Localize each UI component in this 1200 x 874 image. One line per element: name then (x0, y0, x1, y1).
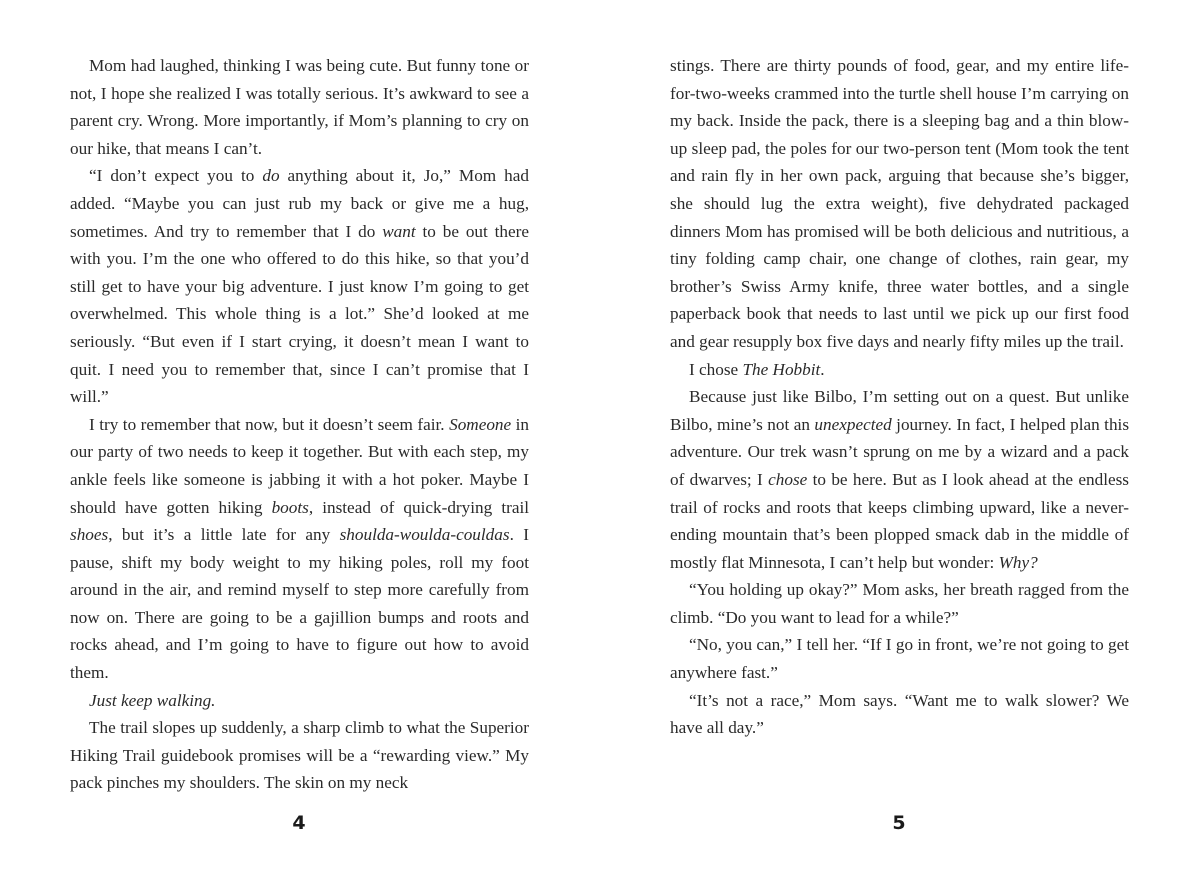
text-run: “It’s not a race,” Mom says. “Want me to walk slower? We have all day.” (670, 690, 1129, 738)
text-run: I chose (689, 359, 743, 379)
italic-run: shoulda-woulda-couldas (339, 525, 510, 545)
page-number-left: 4 (292, 812, 306, 834)
italic-run: Why? (998, 552, 1038, 572)
paragraph (70, 714, 529, 797)
text-run: journey. In fact, I helped plan this adventure. Our trek wasn’t sprung on me by a wizard and a pack of dwarves; I (670, 414, 1130, 489)
text-run: , but it’s a little late for any (108, 525, 340, 545)
text-run: Mom had laughed, thinking I was being cute. But funny tone or not, I hope she realized I was totally serious. It’s awkward to see a parent cry. Wrong. More importantly, if Mom’s planning to cry on our hike, that means I can’t. (70, 56, 529, 158)
text-run: in our party of two needs to keep it together. But with each step, my ankle feels like someone is jabbing it with a hot poker. Maybe I should have gotten hiking (70, 414, 529, 517)
text-run: I try to remember that now, but it doesn’t seem fair. (89, 414, 450, 434)
paragraph (70, 687, 529, 715)
italic-run: Someone (449, 414, 512, 434)
paragraph (70, 52, 529, 162)
paragraph (670, 576, 1129, 631)
right-page (670, 52, 1129, 812)
italic-run: boots (271, 497, 309, 517)
italic-run: chose (768, 469, 808, 489)
text-run: to be out there with you. I’m the one who offered to do this hike, so that you’d still get to have your big adventure. I just know I’m going to get overwhelmed. This whole thing is a lot.” She’d looked at me seriously. “But even if I start crying, it doesn’t mean I want to quit. I need you to remember that, since I can’t promise that I will.” (70, 221, 530, 407)
left-page-text (70, 52, 529, 797)
text-run: The trail slopes up suddenly, a sharp climb to what the Superior Hiking Trail guidebook promises will be a “rewarding view.” My pack pinches my shoulders. The skin on my neck (70, 718, 529, 793)
text-run: “You holding up okay?” Mom asks, her breath ragged from the climb. “Do you want to lead for a while?” (670, 580, 1129, 627)
italic-run: The Hobbit (742, 359, 821, 379)
left-page (70, 52, 529, 812)
text-run: . I pause, shift my body weight to my hiking poles, roll my foot around in the air, and remind myself to step more carefully from now on. There are going to be a gajillion bumps and roots and rocks ahead, and I’m going to have to figure out how to avoid them. (70, 525, 529, 683)
italic-run: shoes (70, 525, 109, 545)
paragraph (670, 687, 1129, 742)
paragraph (70, 411, 529, 687)
text-run: Because just like Bilbo, I’m setting out on a quest. But unlike Bilbo, mine’s not an (670, 387, 1129, 434)
text-run: “No, you can,” I tell her. “If I go in front, we’re not going to get anywhere fast.” (670, 635, 1129, 683)
text-run: anything about it, Jo,” Mom had added. “Maybe you can just rub my back or give me a hug, sometimes. And try to remember that I do (70, 166, 529, 241)
text-run: “I don’t expect you to (89, 166, 263, 186)
italic-run: Just keep walking. (89, 690, 216, 710)
italic-run: do (262, 166, 280, 186)
italic-run: unexpected (814, 414, 892, 434)
text-run: stings. There are thirty pounds of food, gear, and my entire life-for-two-weeks crammed into the turtle shell house I’m carrying on my back. Inside the pack, there is a sleeping bag and a thin blow-up sleep pad, the poles for our two-person tent (Mom took the tent and rain fly in her own pack, arguing that because she’s bigger, she should lug the extra weight), five dehydrated packaged dinners Mom has promised will be both delicious and nutritious, a tiny folding camp chair, one change of clothes, rain gear, my brother’s Swiss Army knife, three water bottles, and a single paperback book that needs to last until we pick up our first food and gear resupply box five days and nearly fifty miles up the trail. (670, 56, 1129, 351)
text-run: . (820, 359, 825, 379)
italic-run: want (382, 221, 416, 241)
paragraph-continuation (670, 52, 1129, 356)
text-run: , instead of quick-drying trail (308, 497, 529, 517)
right-page-text (670, 52, 1129, 742)
paragraph (670, 631, 1129, 686)
text-run: to be here. But as I look ahead at the endless trail of rocks and roots that keeps climbing upward, like a never-ending mountain that’s been plopped smack dab in the middle of mostly flat Minnesota, I can’t help but wonder: (670, 469, 1130, 572)
paragraph (670, 383, 1129, 576)
page-number-right: 5 (892, 812, 906, 834)
paragraph (670, 356, 1129, 384)
paragraph (70, 162, 529, 410)
